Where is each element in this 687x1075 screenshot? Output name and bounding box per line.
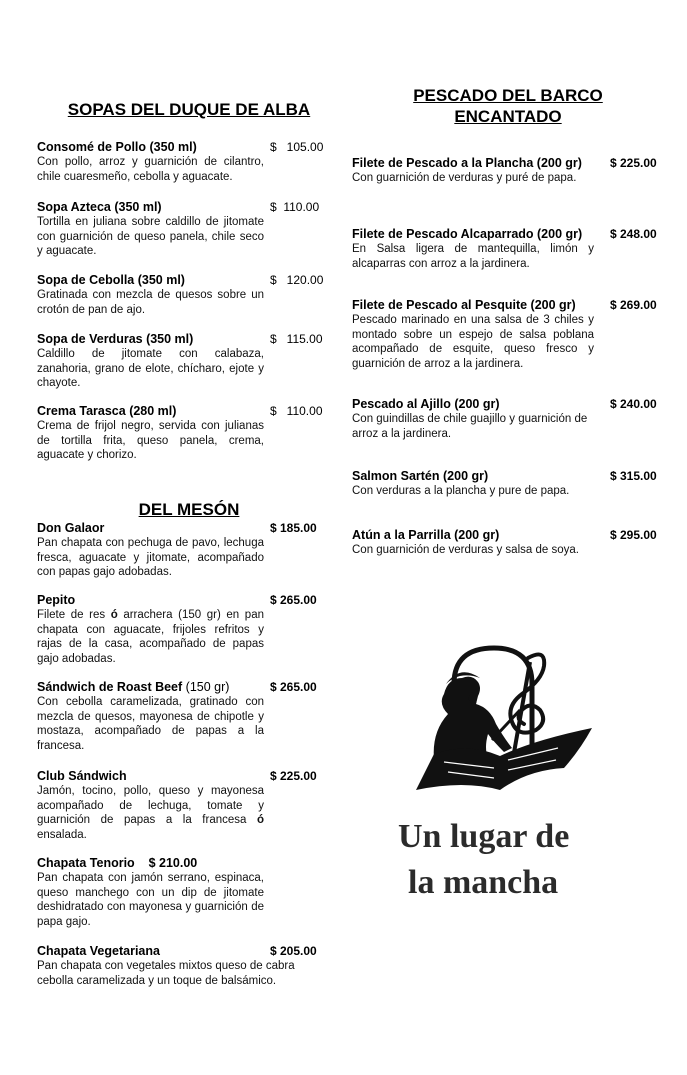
item-description: Con guarnición de verduras y puré de papa. xyxy=(352,172,577,184)
item-name: Pescado al Ajillo (200 gr) xyxy=(352,397,500,411)
item-description: Pan chapata con pechuga de pavo, lechuga fresca, aguacate y jitomate, acompañado con papas gajo adobadas. xyxy=(37,537,264,578)
item-price: $ 240.00 xyxy=(610,397,657,411)
item-name: Club Sándwich xyxy=(37,769,127,783)
brand-name-line1: Un lugar de xyxy=(398,818,570,855)
item-name: Sopa de Cebolla (350 ml) xyxy=(37,273,185,287)
item-description: Caldillo de jitomate con calabaza, zanahoria, grano de elote, chícharo, ejote y chayote. xyxy=(37,348,264,389)
item-description: Con pollo, arroz y guarnición de cilantro, chile cuaresmeño, cebolla y aguacate. xyxy=(37,156,264,183)
menu-item xyxy=(352,298,594,371)
item-name: Chapata Vegetariana xyxy=(37,944,160,958)
item-description: Pescado marinado en una salsa de 3 chiles y montado sobre un espejo de salsa poblana acompañado de esquite, queso fresco y guarnición de arroz a la jardinera. xyxy=(352,314,594,370)
item-price: $ 205.00 xyxy=(270,944,317,958)
item-name: Filete de Pescado a la Plancha (200 gr) xyxy=(352,156,582,170)
menu-item xyxy=(352,227,594,271)
section-heading-pescado xyxy=(358,85,658,127)
item-description: Pan chapata con vegetales mixtos queso de cabra cebolla caramelizada y un toque de balsámico. xyxy=(37,960,295,987)
item-name: Consomé de Pollo (350 ml) xyxy=(37,140,197,154)
heading-line: PESCADO DEL BARCO xyxy=(413,86,603,105)
item-price: $ 110.00 xyxy=(270,200,320,214)
menu-item xyxy=(37,680,264,753)
item-price: $ 225.00 xyxy=(270,769,317,783)
item-price: $ 120.00 xyxy=(270,273,324,287)
item-name: Filete de Pescado al Pesquite (200 gr) xyxy=(352,298,576,312)
menu-item xyxy=(352,469,594,499)
menu-item xyxy=(37,140,264,184)
item-price: $ 295.00 xyxy=(610,528,657,542)
item-price: $ 115.00 xyxy=(270,332,323,346)
menu-item xyxy=(37,521,264,580)
item-description: Pan chapata con jamón serrano, espinaca, queso manchego con un dip de jitomate deshidratado con mayonesa y guarnición de papa gajo. xyxy=(37,872,264,928)
item-price: $ 225.00 xyxy=(610,156,657,170)
item-price: $ 265.00 xyxy=(270,680,317,694)
item-description: Con guarnición de verduras y salsa de soya. xyxy=(352,544,579,556)
menu-item xyxy=(37,332,264,391)
item-description: Jamón, tocino, pollo, queso y mayonesa acompañado de lechuga, tomate y guarnición de papas a la francesa ó ensalada. xyxy=(37,785,264,841)
item-name: Don Galaor xyxy=(37,521,105,535)
menu-item xyxy=(37,856,264,929)
item-name: Salmon Sartén (200 gr) xyxy=(352,469,489,483)
item-price: $ 265.00 xyxy=(270,593,317,607)
section-heading-sopas: SOPAS DEL DUQUE DE ALBA xyxy=(67,100,311,119)
item-description: Con cebolla caramelizada, gratinado con mezcla de quesos, mayonesa de chipotle y mostaza, acompañado de papas a la francesa. xyxy=(37,696,264,752)
menu-item xyxy=(37,593,264,666)
item-description: Tortilla en juliana sobre caldillo de jitomate con guarnición de queso panela, chile seco y aguacate. xyxy=(37,216,264,257)
item-description: En Salsa ligera de mantequilla, limón y alcaparras con arroz a la jardinera. xyxy=(352,243,594,270)
menu-item xyxy=(37,769,264,842)
quixote-logo-icon xyxy=(408,644,608,796)
item-name: Sándwich de Roast Beef (150 gr) xyxy=(37,680,230,694)
menu-item xyxy=(352,156,594,186)
item-name: Sopa de Verduras (350 ml) xyxy=(37,332,194,346)
item-name: Crema Tarasca (280 ml) xyxy=(37,404,177,418)
section-heading-meson: DEL MESÓN xyxy=(138,500,240,519)
item-description: Gratinada con mezcla de quesos sobre un crotón de pan de ajo. xyxy=(37,289,264,316)
menu-item xyxy=(352,528,594,558)
item-name: Pepito xyxy=(37,593,76,607)
heading-line: ENCANTADO xyxy=(454,107,562,126)
item-price: $ 105.00 xyxy=(270,140,324,154)
menu-item xyxy=(352,397,594,441)
menu-item xyxy=(37,273,264,317)
item-description: Con guindillas de chile guajillo y guarnición de arroz a la jardinera. xyxy=(352,413,588,440)
brand-name-line2: la mancha xyxy=(408,864,559,901)
menu-item xyxy=(37,200,264,259)
item-description: Filete de res ó arrachera (150 gr) en pan chapata con aguacate, frijoles refritos y rajas de la casa, acompañado de papas gajo adobadas. xyxy=(37,609,264,665)
item-name: Sopa Azteca (350 ml) xyxy=(37,200,162,214)
item-description: Con verduras a la plancha y pure de papa. xyxy=(352,485,570,497)
item-price: $ 185.00 xyxy=(270,521,317,535)
menu-item xyxy=(37,404,264,463)
item-price: $ 269.00 xyxy=(610,298,657,312)
item-name: Chapata Tenorio $ 210.00 xyxy=(37,856,198,870)
item-price: $ 248.00 xyxy=(610,227,657,241)
item-description: Crema de frijol negro, servida con julianas de tortilla frita, queso panela, crema, aguacate y chorizo. xyxy=(37,420,264,461)
item-price: $ 110.00 xyxy=(270,404,323,418)
item-name: Atún a la Parrilla (200 gr) xyxy=(352,528,500,542)
item-name: Filete de Pescado Alcaparrado (200 gr) xyxy=(352,227,583,241)
item-price: $ 315.00 xyxy=(610,469,657,483)
